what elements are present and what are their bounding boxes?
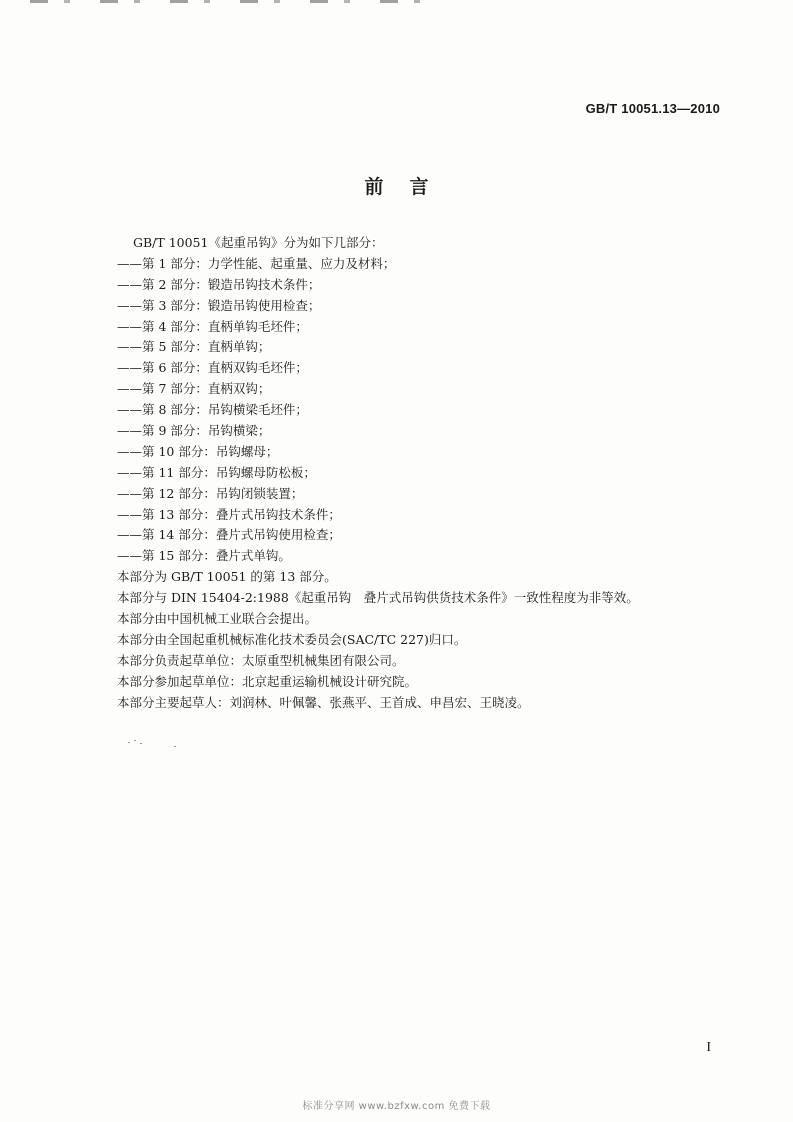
list-item: ——第 8 部分：吊钩横梁毛坯件；	[117, 402, 308, 418]
list-item: ——第 14 部分：叠片式吊钩使用检查；	[117, 527, 341, 543]
paragraph: 本部分负责起草单位：太原重型机械集团有限公司。	[117, 652, 405, 668]
scan-speckle	[128, 740, 188, 750]
paragraph: 本部分由全国起重机械标准化技术委员会(SAC/TC 227)归口。	[117, 631, 467, 647]
list-item: ——第 10 部分：吊钩螺母；	[117, 443, 279, 459]
list-item: ——第 9 部分：吊钩横梁；	[117, 423, 271, 439]
list-item: ——第 1 部分：力学性能、起重量、应力及材料；	[117, 255, 396, 271]
standard-number: GB/T 10051.13—2010	[585, 101, 720, 116]
scan-artifact	[30, 0, 450, 3]
page-title: 前言	[364, 176, 455, 198]
list-item: ——第 2 部分：锻造吊钩技术条件；	[117, 276, 321, 292]
paragraph: 本部分由中国机械工业联合会提出。	[117, 611, 318, 627]
list-item: ——第 4 部分：直柄单钩毛坯件；	[117, 318, 308, 334]
page-number: I	[706, 1040, 711, 1055]
paragraph: 本部分参加起草单位：北京起重运输机械设计研究院。	[117, 673, 418, 689]
intro-line: GB/T 10051《起重吊钩》分为如下几部分：	[133, 235, 384, 250]
list-item: ——第 15 部分：叠片式单钩。	[117, 548, 291, 564]
footer-watermark: 标准分享网 www.bzfxw.com 免费下载	[302, 1101, 491, 1112]
paragraph: 本部分与 DIN 15404-2:1988《起重吊钩 叠片式吊钩供货技术条件》一致性程度为非等效。	[117, 590, 639, 606]
list-item: ——第 3 部分：锻造吊钩使用检查；	[117, 297, 321, 313]
list-item: ——第 11 部分：吊钩螺母防松板；	[117, 464, 316, 480]
list-item: ——第 7 部分：直柄双钩；	[117, 381, 271, 397]
list-item: ——第 13 部分：叠片式吊钩技术条件；	[117, 506, 341, 522]
list-item: ——第 5 部分：直柄单钩；	[117, 339, 271, 355]
paragraph: 本部分主要起草人：刘润林、叶佩馨、张燕平、王首成、申昌宏、王晓凌。	[117, 694, 530, 710]
list-item: ——第 12 部分：吊钩闭锁装置；	[117, 485, 304, 501]
paragraph: 本部分为 GB/T 10051 的第 13 部分。	[117, 569, 337, 585]
foreword-body	[117, 233, 737, 713]
list-item: ——第 6 部分：直柄双钩毛坯件；	[117, 360, 308, 376]
